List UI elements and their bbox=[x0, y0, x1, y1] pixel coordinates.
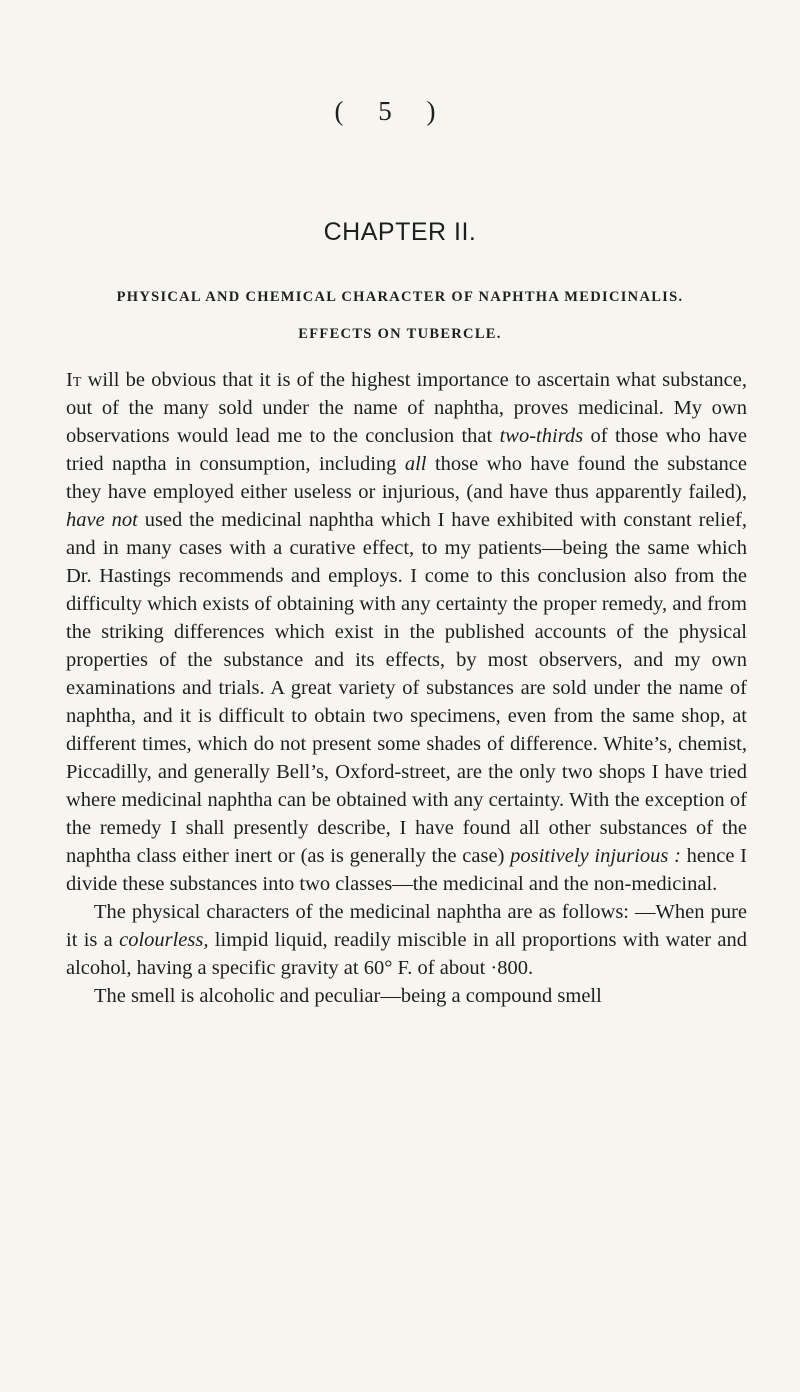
emphasis-have-not: have not bbox=[66, 509, 138, 531]
paragraph-2 bbox=[66, 898, 747, 982]
emphasis-positively-injurious: positively injurious : bbox=[510, 845, 681, 867]
paragraph-2-text-b: limpid liquid, readily miscible in all proportions with water and alcohol, having a specific gravity at 60° F. of about ·800. bbox=[66, 929, 747, 979]
paragraph-2-text-a: The physical characters of the medicinal naphtha are as follows: —When pure it is a bbox=[66, 901, 747, 951]
chapter-subtitle-line-1: PHYSICAL AND CHEMICAL CHARACTER OF NAPHTHA MEDICINALIS. bbox=[116, 289, 684, 305]
paragraph-1-lead: It bbox=[66, 369, 82, 391]
emphasis-two-thirds: two-thirds bbox=[499, 425, 584, 447]
chapter-title: CHAPTER II. bbox=[323, 218, 477, 246]
paragraph-1-text-e: hence I divide these substances into two classes—the medicinal and the non-medicinal. bbox=[66, 845, 747, 895]
emphasis-all: all bbox=[404, 453, 427, 475]
body-text bbox=[66, 366, 747, 1010]
paragraph-1-text-b: of those who have tried naptha in consumption, including bbox=[66, 425, 748, 475]
page-number: ( 5 ) bbox=[334, 96, 450, 126]
chapter-subtitle-line-2: EFFECTS ON TUBERCLE. bbox=[298, 326, 502, 342]
paragraph-1 bbox=[66, 366, 747, 898]
paragraph-1-text-c: those who have found the substance they have employed either useless or injurious, (and have thus apparently failed), bbox=[66, 453, 747, 503]
paragraph-1-text-d: used the medicinal naphtha which I have exhibited with constant relief, and in many cases with a curative effect, to my patients—being the same which Dr. Hastings recommends and employs. I come to this conclusion also from the difficulty which exists of obtaining with any certainty the proper remedy, and from the striking differences which exist in the published accounts of the physical properties of the substance and its effects, by most observers, and my own examinations and trials. A great variety of substances are sold under the name of naphtha, and it is difficult to obtain two specimens, even from the same shop, at different times, which do not present some shades of difference. White’s, chemist, Piccadilly, and generally Bell’s, Oxford-street, are the only two shops I have tried where medicinal naphtha can be obtained with any certainty. With the exception of the remedy I shall presently describe, I have found all other substances of the naphtha class either inert or (as is generally the case) bbox=[66, 509, 747, 867]
paragraph-3 bbox=[66, 982, 747, 1010]
paragraph-1-text-a: will be obvious that it is of the highest importance to ascertain what substance, out of the many sold under the name of naphtha, proves medicinal. My own observations would lead me to the conclusion that bbox=[66, 369, 747, 447]
emphasis-colourless: colourless, bbox=[119, 929, 209, 951]
paragraph-3-text-a: The smell is alcoholic and peculiar—being a compound smell bbox=[94, 985, 602, 1007]
